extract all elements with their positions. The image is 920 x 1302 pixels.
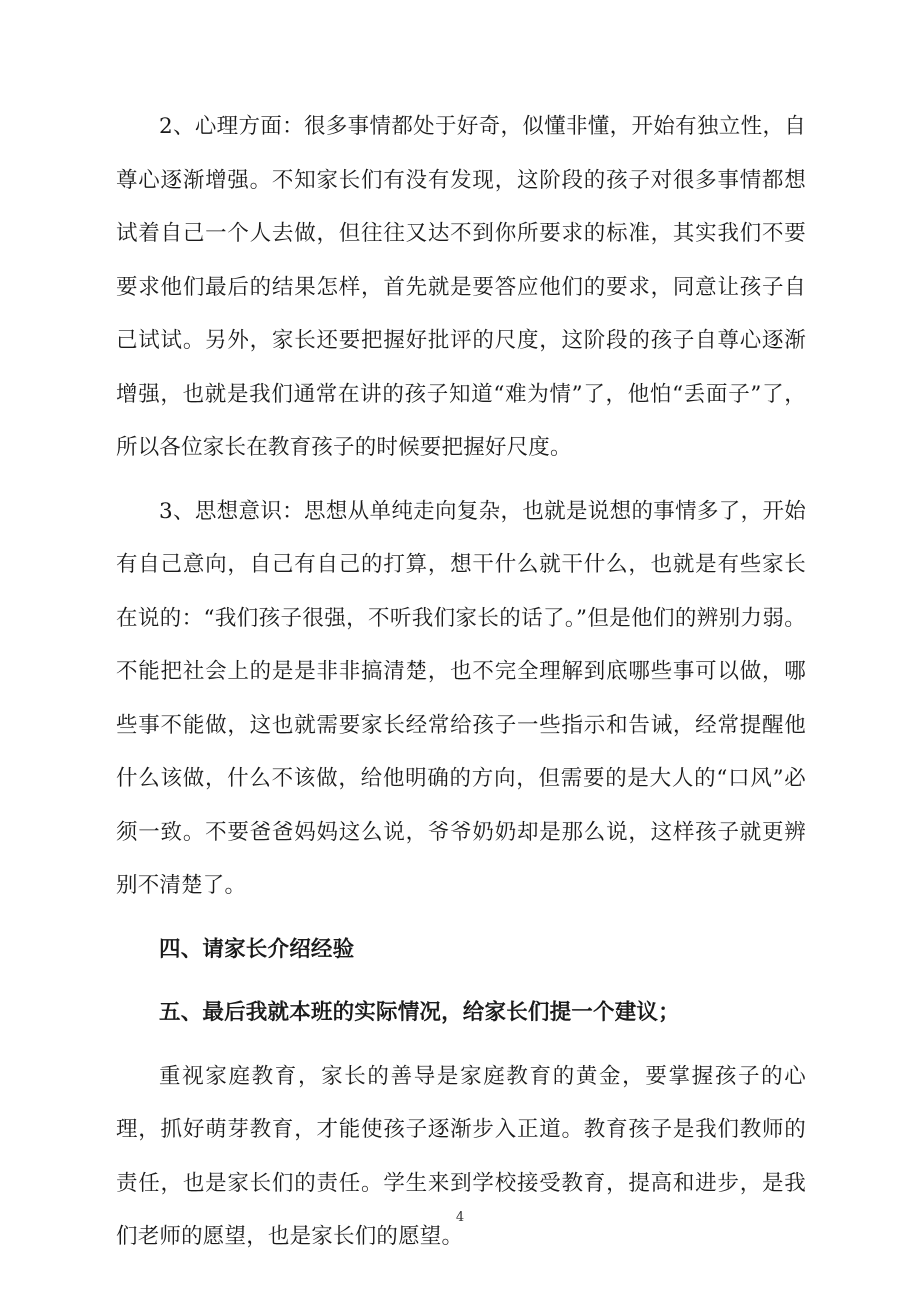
page-content: [116, 100, 806, 1264]
page-number: 4: [455, 1210, 465, 1225]
paragraph-psychology: 2、心理方面：很多事情都处于好奇，似懂非懂，开始有独立性，自尊心逐渐增强。不知家长们有没有发现，这阶段的孩子对很多事情都想试着自己一个人去做，但往往又达不到你所要求的标准，其实我们不要要求他们最后的结果怎样，首先就是要答应他们的要求，同意让孩子自己试试。另外，家长还要把握好批评的尺度，这阶段的孩子自尊心逐渐增强，也就是我们通常在讲的孩子知道“难为情”了，他怕“丢面子”了，所以各位家长在教育孩子的时候要把握好尺度。: [116, 114, 806, 460]
heading-parent-experience: 四、请家长介绍经验: [159, 936, 355, 962]
paragraph-family-education: 重视家庭教育，家长的善导是家庭教育的黄金，要掌握孩子的心理，抓好萌芽教育，才能使孩子逐渐步入正道。教育孩子是我们教师的责任，也是家长们的责任。学生来到学校接受教育，提高和进步，是我们老师的愿望，也是家长们的愿望。: [116, 1063, 806, 1249]
heading-suggestion: 五、最后我就本班的实际情况，给家长们提一个建议；: [159, 1000, 680, 1025]
paragraph-thinking: 3、思想意识：思想从单纯走向复杂，也就是说想的事情多了，开始有自己意向，自己有自己的打算，想干什么就干什么，也就是有些家长在说的：“我们孩子很强，不听我们家长的话了。”但是他们的辨别力弱。不能把社会上的是是非非搞清楚，也不完全理解到底哪些事可以做，哪些事不能做，这也就需要家长经常给孩子一些指示和告诫，经常提醒他什么该做，什么不该做，给他明确的方向，但需要的是大人的“口风”必须一致。不要爸爸妈妈这么说，爷爷奶奶却是那么说，这样孩子就更辨别不清楚了。: [116, 498, 806, 898]
